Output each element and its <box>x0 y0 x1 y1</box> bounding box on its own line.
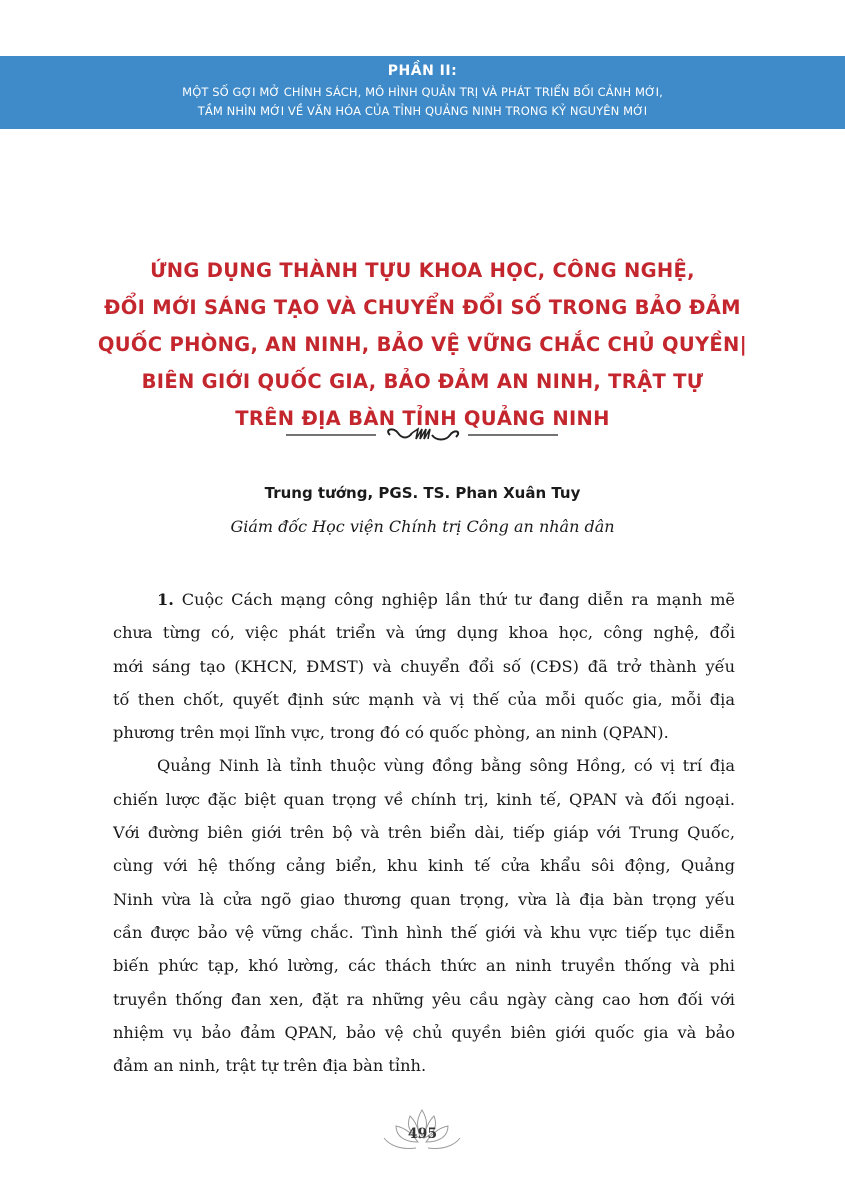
author-position: Giám đốc Học viện Chính trị Công an nhân dân <box>230 517 615 536</box>
body-line: Quảng Ninh là tỉnh thuộc vùng đồng bằng sông Hồng, có vị trí địa <box>157 756 735 776</box>
article-title-line: QUỐC PHÒNG, AN NINH, BẢO VỆ VỮNG CHẮC CHỦ QUYỀN| <box>97 333 748 356</box>
body-line: cần được bảo vệ vững chắc. Tình hình thế giới và khu vực tiếp tục diễn <box>113 922 735 942</box>
article-body <box>113 583 735 1082</box>
body-line: truyền thống đan xen, đặt ra những yêu cầu ngày càng cao hơn đối với <box>113 989 735 1009</box>
part-header-band <box>0 56 845 129</box>
body-line: đảm an ninh, trật tự trên địa bàn tỉnh. <box>113 1056 427 1076</box>
part-label: PHẦN II: <box>387 63 458 79</box>
body-line: mới sáng tạo (KHCN, ĐMST) và chuyển đổi số (CĐS) đã trở thành yếu <box>113 656 735 676</box>
body-line: Ninh vừa là cửa ngõ giao thương quan trọng, vừa là địa bàn trọng yếu <box>113 889 735 909</box>
body-line: chưa từng có, việc phát triển và ứng dụng khoa học, công nghệ, đổi <box>113 623 735 643</box>
article-title-line: BIÊN GIỚI QUỐC GIA, BẢO ĐẢM AN NINH, TRẬT TỰ <box>141 370 704 393</box>
body-line: tố then chốt, quyết định sức mạnh và vị thế của mỗi quốc gia, mỗi địa <box>113 689 735 709</box>
article-title-line: ĐỔI MỚI SÁNG TẠO VÀ CHUYỂN ĐỔI SỐ TRONG BẢO ĐẢM <box>104 296 741 319</box>
body-line: 1. Cuộc Cách mạng công nghiệp lần thứ tư đang diễn ra mạnh mẽ <box>157 590 735 609</box>
title-divider-ornament-icon <box>286 425 558 445</box>
article-title <box>60 252 785 437</box>
article-title-line: ỨNG DỤNG THÀNH TỰU KHOA HỌC, CÔNG NGHỆ, <box>150 259 695 282</box>
page-number: 495 <box>407 1126 438 1142</box>
body-line: phương trên mọi lĩnh vực, trong đó có quốc phòng, an ninh (QPAN). <box>113 723 669 743</box>
body-line: Với đường biên giới trên bộ và trên biển dài, tiếp giáp với Trung Quốc, <box>113 823 735 843</box>
part-subtitle-line-1: MỘT SỐ GỢI MỞ CHÍNH SÁCH, MÔ HÌNH QUẢN TRỊ VÀ PHÁT TRIỂN BỐI CẢNH MỚI, <box>182 85 663 99</box>
body-line: nhiệm vụ bảo đảm QPAN, bảo vệ chủ quyền biên giới quốc gia và bảo <box>113 1022 735 1042</box>
body-line: cùng với hệ thống cảng biển, khu kinh tế cửa khẩu sôi động, Quảng <box>113 856 735 876</box>
body-line: chiến lược đặc biệt quan trọng về chính trị, kinh tế, QPAN và đối ngoại. <box>113 789 735 809</box>
paragraph-number: 1. <box>157 590 174 609</box>
body-line: biến phức tạp, khó lường, các thách thức an ninh truyền thống và phi <box>113 956 735 976</box>
author-name: Trung tướng, PGS. TS. Phan Xuân Tuy <box>264 484 581 502</box>
article-title-line: TRÊN ĐỊA BÀN TỈNH QUẢNG NINH <box>235 407 610 430</box>
part-subtitle-line-2: TẦM NHÌN MỚI VỀ VĂN HÓA CỦA TỈNH QUẢNG NINH TRONG KỶ NGUYÊN MỚI <box>197 104 648 118</box>
